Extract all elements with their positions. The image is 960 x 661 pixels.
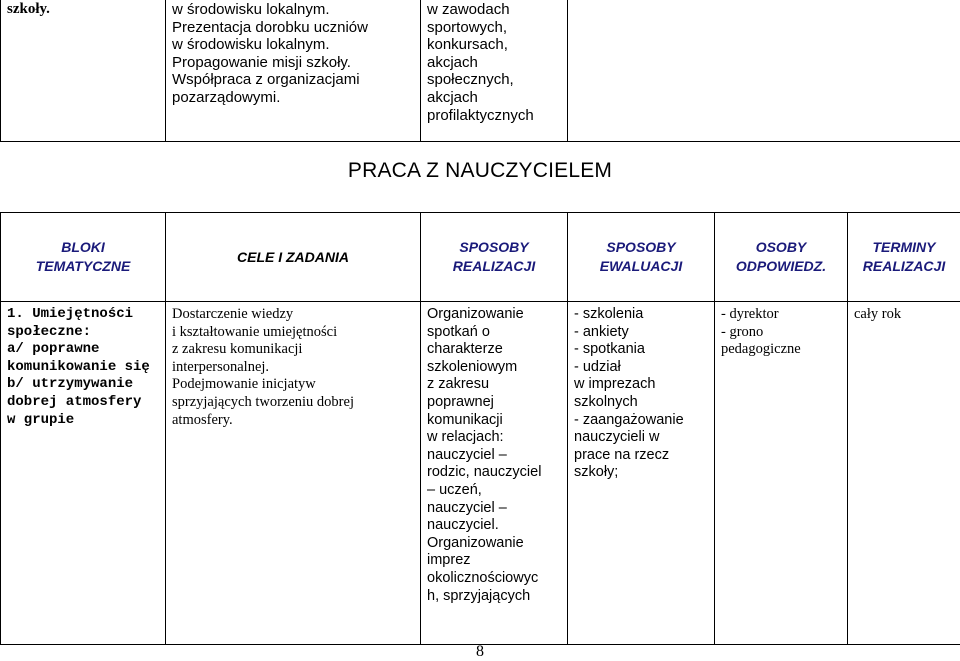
table-row (1, 302, 960, 645)
header-text: REALIZACJI (452, 258, 536, 274)
text-line: społeczne: (7, 323, 92, 340)
text-line: poprawnej (427, 393, 494, 410)
text-line: nauczyciel – (427, 499, 507, 516)
plan-table (0, 212, 960, 645)
text-line: nauczycieli w (574, 429, 660, 446)
text-line: h, sprzyjających (427, 587, 531, 604)
header-text: OSOBY (755, 239, 807, 255)
header-text: EWALUACJI (599, 258, 683, 274)
cell-terminy (848, 302, 960, 645)
text-line: szkolnych (574, 393, 638, 410)
text-line: Dostarczenie wiedzy (172, 306, 294, 322)
text-line: prace na rzecz (574, 446, 670, 463)
text-line: szkoły; (574, 464, 619, 481)
header-text: TERMINY (872, 239, 936, 255)
text-line: nauczyciel – (427, 446, 507, 463)
header-text: ODPOWIEDZ. (735, 258, 827, 274)
text-line: spotkań o (427, 323, 490, 340)
header-text: TEMATYCZNE (35, 258, 131, 274)
header-text: REALIZACJI (862, 258, 946, 274)
text-line: dobrej atmosfery (7, 393, 142, 410)
section-title: PRACA Z NAUCZYCIELEM (347, 159, 613, 182)
header-osoby (715, 213, 848, 302)
text-line: imprez (427, 552, 471, 569)
top-col1-text: szkoły. (7, 1, 50, 17)
text-line: - szkolenia (574, 306, 644, 322)
cell-sposoby-realizacji (421, 302, 568, 645)
text-line: w imprezach (574, 376, 656, 393)
text-line: nauczyciel. (427, 517, 499, 534)
text-line: Organizowanie (427, 306, 524, 322)
text-line: w relacjach: (427, 429, 504, 446)
header-terminy (848, 213, 960, 302)
text-line: szkoleniowym (427, 358, 518, 375)
text-line: profilaktycznych (427, 106, 534, 124)
text-line: b/ utrzymywanie (7, 376, 134, 393)
text-line: Podejmowanie inicjatyw (172, 376, 316, 393)
top-cell-1 (1, 0, 166, 142)
text-line: w zawodach (427, 1, 510, 18)
text-line: komunikacji (427, 411, 503, 428)
cell-osoby (715, 302, 848, 645)
text-line: z zakresu komunikacji (172, 341, 303, 358)
header-text: SPOSOBY (459, 239, 529, 255)
continuation-table (0, 0, 960, 142)
header-text: CELE I ZADANIA (237, 248, 349, 265)
header-bloki (1, 213, 166, 302)
text-line: - udział (574, 358, 621, 375)
text-line: akcjach (427, 88, 478, 106)
text-line: – uczeń, (427, 481, 482, 498)
text-line: pozarządowymi. (172, 88, 281, 106)
text-line: w grupie (7, 411, 75, 428)
text-line: - spotkania (574, 341, 645, 358)
text-line: Współpraca z organizacjami (172, 71, 360, 89)
text-line: i kształtowanie umiejętności (172, 323, 338, 340)
text-line: pedagogiczne (721, 341, 801, 358)
text-line: a/ poprawne (7, 341, 100, 358)
text-line: z zakresu (427, 376, 490, 393)
header-sposoby-realizacji (421, 213, 568, 302)
cell-cele (166, 302, 421, 645)
text-line: w środowisku lokalnym. (172, 36, 330, 54)
text-line: w środowisku lokalnym. (172, 1, 330, 18)
text-line: Prezentacja dorobku uczniów (172, 18, 368, 36)
text-line: sprzyjających tworzeniu dobrej (172, 393, 354, 410)
header-sposoby-ewaluacji (568, 213, 715, 302)
text-line: interpersonalnej. (172, 358, 270, 375)
text-line: - ankiety (574, 323, 629, 340)
text-line: społecznych, (427, 71, 514, 89)
text-line: charakterze (427, 341, 503, 358)
text-line: akcjach (427, 53, 478, 71)
text-line: atmosfery. (172, 411, 233, 428)
text-line: Propagowanie misji szkoły. (172, 53, 351, 71)
text-line: - dyrektor (721, 306, 779, 322)
text-line: okolicznościowyc (427, 569, 539, 586)
text-line: konkursach, (427, 36, 508, 54)
top-cell-3 (421, 0, 568, 142)
header-cele (166, 213, 421, 302)
text-line: komunikowanie się (7, 358, 150, 375)
cell-bloki (1, 302, 166, 645)
text-line: 1. Umiejętności (7, 306, 134, 322)
text-line: Organizowanie (427, 534, 524, 551)
text-line: - zaangażowanie (574, 411, 684, 428)
text-line: - grono (721, 323, 764, 340)
top-cell-2 (166, 0, 421, 142)
text-line: sportowych, (427, 18, 508, 36)
cell-sposoby-ewaluacji (568, 302, 715, 645)
page-number: 8 (476, 643, 484, 660)
text-line: cały rok (854, 306, 902, 322)
top-cell-4 (568, 0, 960, 142)
header-row (1, 213, 960, 302)
header-text: BLOKI (61, 239, 105, 255)
header-text: SPOSOBY (606, 239, 676, 255)
text-line: rodzic, nauczyciel (427, 464, 542, 481)
